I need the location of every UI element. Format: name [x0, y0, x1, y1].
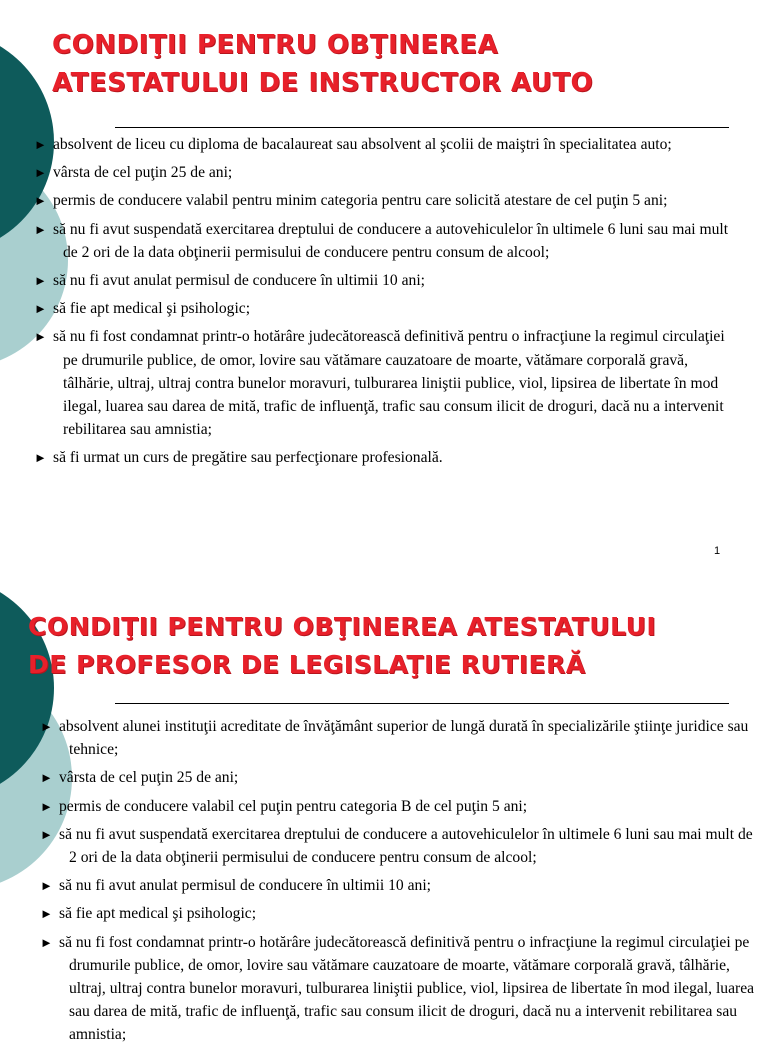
requirements-list — [34, 133, 734, 475]
slide-2 — [0, 578, 768, 1044]
list-item — [34, 325, 734, 441]
list-item — [34, 161, 734, 184]
list-item-text: să fie apt medical şi psihologic; — [59, 905, 257, 923]
bullet-icon: ► — [40, 826, 53, 842]
list-item — [40, 874, 762, 897]
bullet-icon: ► — [34, 193, 47, 209]
bullet-icon: ► — [40, 770, 53, 786]
list-item — [40, 795, 762, 818]
slide-title — [52, 26, 593, 102]
list-item-text: să nu fi avut suspendată exercitarea dreptului de conducere a autovehiculelor în ultimele 6 luni sau mai mult de 2 ori de la data obţinerii permisului de conducere pentru consum de alcool; — [53, 220, 729, 261]
bullet-icon: ► — [34, 301, 47, 317]
list-item-text: să nu fi avut anulat permisul de conducere în ultimii 10 ani; — [59, 877, 431, 895]
bullet-icon: ► — [34, 273, 47, 289]
title-line-1: CONDIŢII PENTRU OBŢINEREA — [52, 30, 499, 60]
list-item — [34, 269, 734, 292]
title-line-1: CONDIŢII PENTRU OBŢINEREA ATESTATULUI — [28, 612, 657, 641]
bullet-icon: ► — [34, 165, 47, 181]
list-item — [40, 715, 762, 761]
list-item-text: permis de conducere valabil cel puţin pentru categoria B de cel puţin 5 ani; — [59, 797, 528, 815]
list-item-text: vârsta de cel puţin 25 de ani; — [59, 769, 239, 787]
list-item-text: să fie apt medical şi psihologic; — [53, 300, 251, 318]
list-item-text: să nu fi avut anulat permisul de conducere în ultimii 10 ani; — [53, 272, 425, 290]
title-divider — [115, 127, 729, 128]
title-line-2: ATESTATULUI DE INSTRUCTOR AUTO — [52, 68, 594, 98]
list-item — [40, 902, 762, 925]
list-item-text: să nu fi fost condamnat printr-o hotărâre judecătorească definitivă pentru o infracţiune la regimul circulaţiei pe drumurile publice, de omor, lovire sau vătămare cauzatoare de moarte, vătămare corporală gravă, tâlhărie, ultraj, ultraj contra bunelor moravuri, tulburarea liniştii publice, viol, lipsirea de libertate în mod ilegal, luarea sau darea de mită, trafic de influenţă, trafic sau consum ilicit de droguri, dacă nu a intervenit rebilitarea sau amnistia; — [59, 933, 755, 1044]
list-item — [34, 133, 734, 156]
bullet-icon: ► — [34, 450, 47, 466]
bullet-icon: ► — [34, 221, 47, 237]
bullet-icon: ► — [34, 329, 47, 345]
list-item-text: să fi urmat un curs de pregătire sau perfecţionare profesională. — [53, 449, 443, 467]
list-item — [40, 766, 762, 789]
bullet-icon: ► — [40, 798, 53, 814]
list-item-text: absolvent alunei instituţii acreditate de învăţământ superior de lungă durată în specializările ştiinţe juridice sau tehnice; — [59, 718, 749, 759]
slide-title — [28, 608, 656, 684]
bullet-icon: ► — [40, 719, 53, 734]
bullet-icon: ► — [40, 878, 53, 894]
requirements-list — [40, 715, 762, 1052]
list-item-text: să nu fi avut suspendată exercitarea dreptului de conducere a autovehiculelor în ultimele 6 luni sau mai mult de 2 ori de la data obţinerii permisului de conducere pentru consum de alcool; — [59, 825, 753, 867]
list-item — [34, 218, 734, 264]
list-item — [40, 823, 762, 869]
page-number: 1 — [714, 545, 721, 557]
list-item-text: vârsta de cel puţin 25 de ani; — [53, 164, 233, 182]
list-item — [34, 297, 734, 320]
list-item-text: să nu fi fost condamnat printr-o hotărâre judecătorească definitivă pentru o infracţiune la regimul circulaţiei pe drumurile publice, de omor, lovire sau vătămare cauzatoare de moarte, vătămare corporală gravă, tâlhărie, ultraj, ultraj contra bunelor moravuri, tulburarea liniştii publice, viol, lipsirea de libertate în mod ilegal, luarea sau darea de mită, trafic de influenţă, trafic sau consum ilicit de droguri, dacă nu a intervenit rebilitarea sau amnistia; — [53, 328, 725, 439]
list-item-text: permis de conducere valabil pentru minim categoria pentru care solicită atestare de cel puţin 5 ani; — [53, 192, 668, 210]
title-divider — [115, 703, 729, 704]
list-item — [34, 446, 734, 469]
list-item-text: absolvent de liceu cu diploma de bacalaureat sau absolvent al şcolii de maiştri în specialitatea auto; — [53, 136, 672, 153]
list-item — [34, 189, 734, 212]
bullet-icon: ► — [34, 137, 47, 152]
list-item — [40, 931, 762, 1047]
bullet-icon: ► — [40, 934, 53, 950]
bullet-icon: ► — [40, 906, 53, 922]
title-line-2: DE PROFESOR DE LEGISLAŢIE RUTIERĂ — [28, 650, 586, 679]
